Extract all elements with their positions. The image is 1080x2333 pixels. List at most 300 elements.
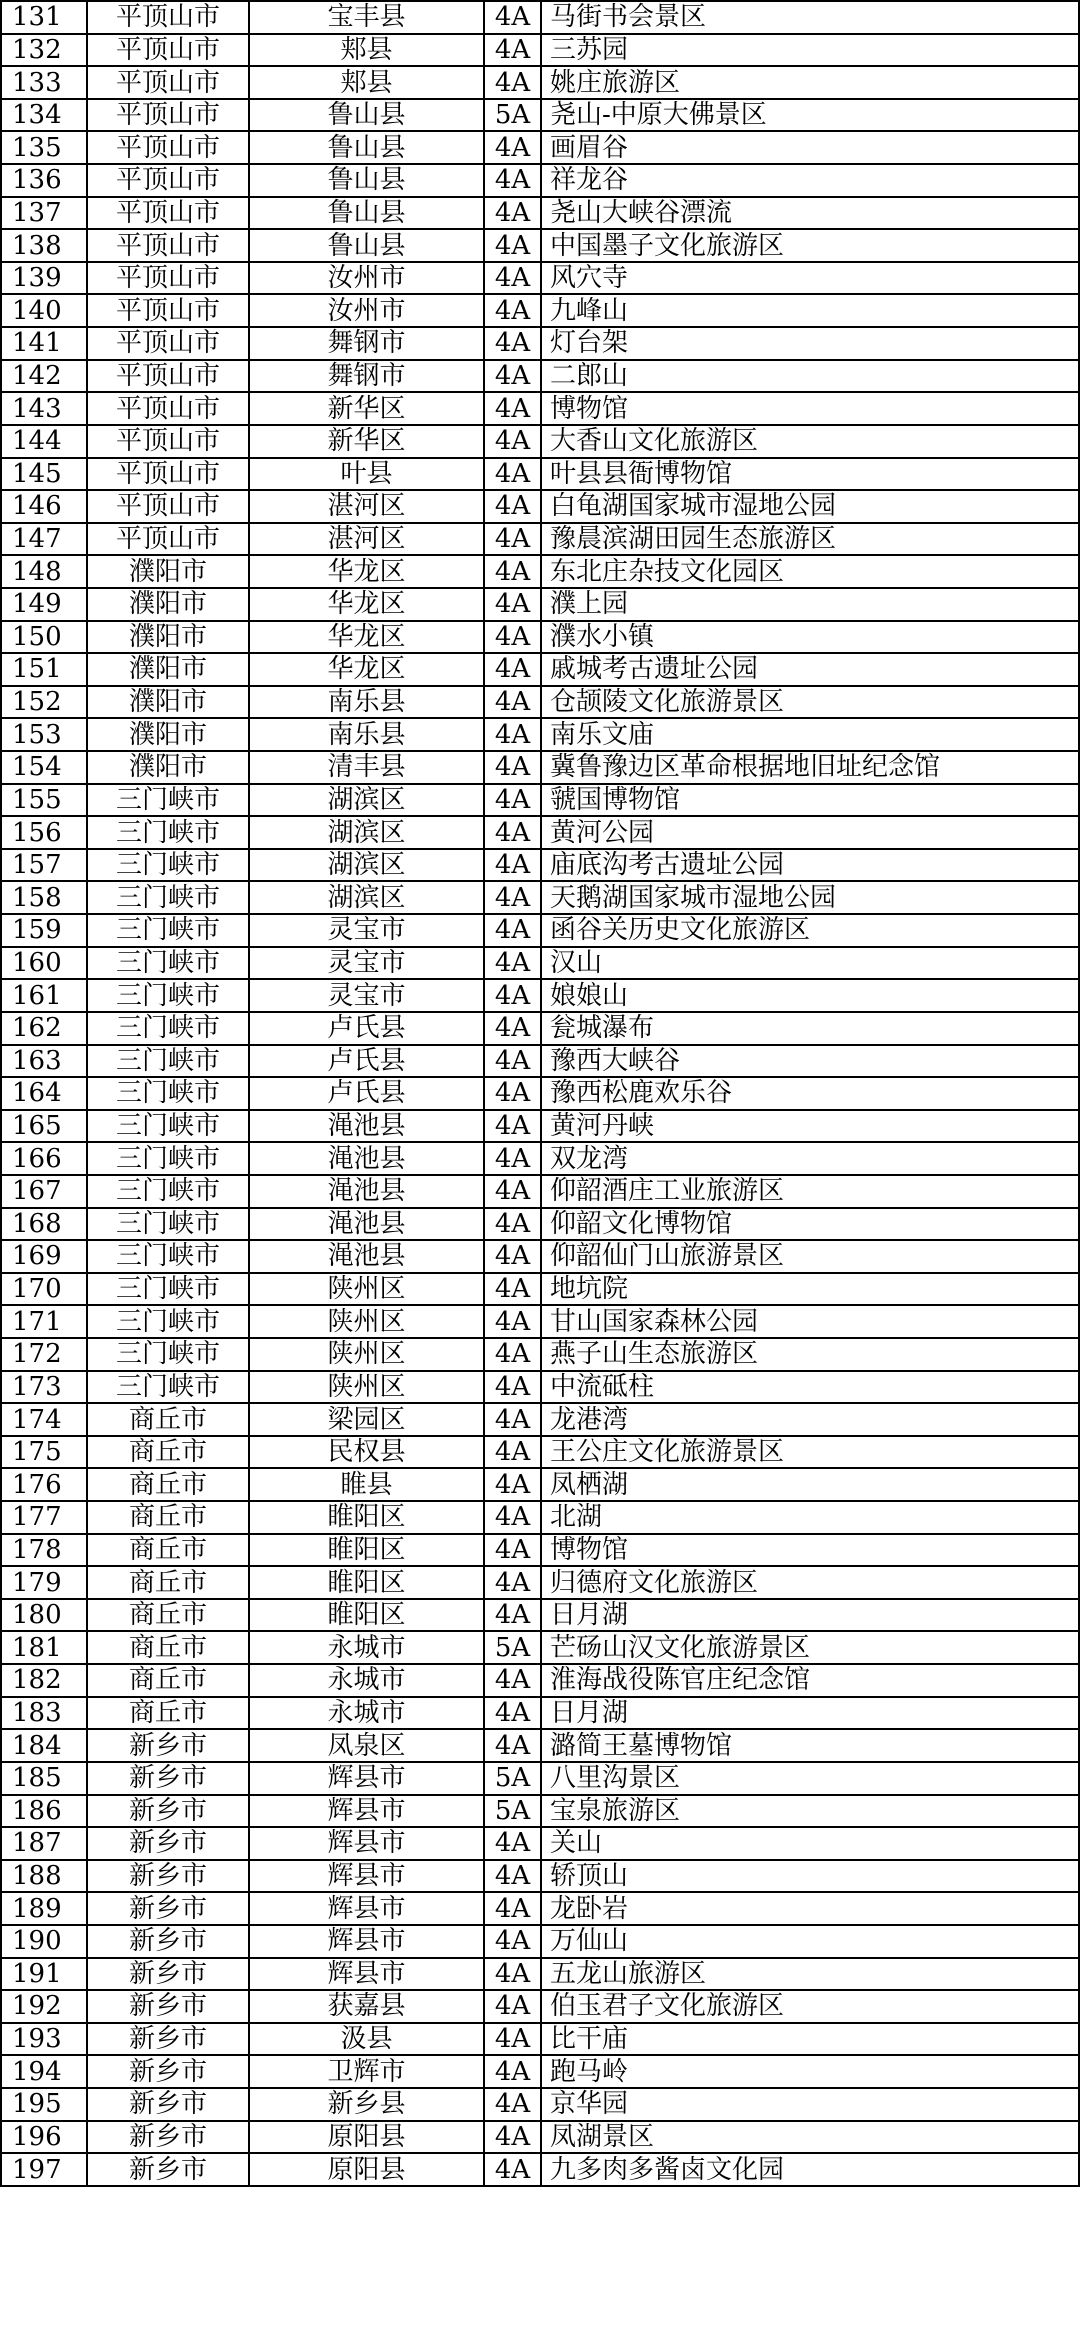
county-cell: 陕州区 [249, 1371, 484, 1404]
row-number-cell: 195 [1, 2088, 87, 2121]
scenic-spot-name-cell: 博物馆 [541, 392, 1079, 425]
county-cell: 清丰县 [249, 751, 484, 784]
rating-level-cell: 4A [484, 131, 541, 164]
county-cell: 辉县市 [249, 1860, 484, 1893]
scenic-spot-name-cell: 八里沟景区 [541, 1762, 1079, 1795]
city-cell: 三门峡市 [87, 1305, 249, 1338]
row-number-cell: 142 [1, 360, 87, 393]
city-cell: 三门峡市 [87, 1077, 249, 1110]
row-number-cell: 154 [1, 751, 87, 784]
county-cell: 鲁山县 [249, 131, 484, 164]
city-cell: 新乡市 [87, 1729, 249, 1762]
county-cell: 灵宝市 [249, 914, 484, 947]
row-number-cell: 181 [1, 1631, 87, 1664]
city-cell: 三门峡市 [87, 849, 249, 882]
scenic-spot-name-cell: 娘娘山 [541, 979, 1079, 1012]
city-cell: 平顶山市 [87, 99, 249, 132]
scenic-spot-name-cell: 姚庄旅游区 [541, 66, 1079, 99]
rating-level-cell: 4A [484, 1566, 541, 1599]
rating-level-cell: 4A [484, 2153, 541, 2186]
city-cell: 商丘市 [87, 1631, 249, 1664]
table-row [1, 1468, 1079, 1501]
county-cell: 汲县 [249, 2023, 484, 2056]
scenic-spot-name-cell: 瓮城瀑布 [541, 1012, 1079, 1045]
rating-level-cell: 4A [484, 1990, 541, 2023]
city-cell: 新乡市 [87, 1925, 249, 1958]
city-cell: 三门峡市 [87, 1110, 249, 1143]
county-cell: 原阳县 [249, 2121, 484, 2154]
city-cell: 三门峡市 [87, 816, 249, 849]
row-number-cell: 160 [1, 947, 87, 980]
county-cell: 卢氏县 [249, 1045, 484, 1078]
table-row [1, 1403, 1079, 1436]
rating-level-cell: 4A [484, 947, 541, 980]
table-row [1, 294, 1079, 327]
table-row [1, 1729, 1079, 1762]
scenic-spot-name-cell: 画眉谷 [541, 131, 1079, 164]
row-number-cell: 147 [1, 523, 87, 556]
scenic-spot-name-cell: 关山 [541, 1827, 1079, 1860]
rating-level-cell: 4A [484, 621, 541, 654]
county-cell: 辉县市 [249, 1958, 484, 1991]
scenic-spot-name-cell: 龙卧岩 [541, 1892, 1079, 1925]
row-number-cell: 133 [1, 66, 87, 99]
row-number-cell: 161 [1, 979, 87, 1012]
scenic-spot-name-cell: 叶县县衙博物馆 [541, 458, 1079, 491]
row-number-cell: 197 [1, 2153, 87, 2186]
county-cell: 辉县市 [249, 1762, 484, 1795]
county-cell: 陕州区 [249, 1273, 484, 1306]
scenic-spot-name-cell: 凤湖景区 [541, 2121, 1079, 2154]
table-row [1, 490, 1079, 523]
rating-level-cell: 4A [484, 164, 541, 197]
county-cell: 渑池县 [249, 1110, 484, 1143]
city-cell: 三门峡市 [87, 881, 249, 914]
scenic-spot-name-cell: 戚城考古遗址公园 [541, 653, 1079, 686]
row-number-cell: 173 [1, 1371, 87, 1404]
city-cell: 平顶山市 [87, 392, 249, 425]
row-number-cell: 162 [1, 1012, 87, 1045]
city-cell: 三门峡市 [87, 1045, 249, 1078]
county-cell: 华龙区 [249, 588, 484, 621]
table-row [1, 1208, 1079, 1241]
rating-level-cell: 4A [484, 1729, 541, 1762]
rating-level-cell: 5A [484, 1631, 541, 1664]
scenic-spot-name-cell: 庙底沟考古遗址公园 [541, 849, 1079, 882]
city-cell: 商丘市 [87, 1566, 249, 1599]
county-cell: 鲁山县 [249, 99, 484, 132]
scenic-spot-name-cell: 日月湖 [541, 1697, 1079, 1730]
scenic-spot-name-cell: 汉山 [541, 947, 1079, 980]
rating-level-cell: 4A [484, 653, 541, 686]
scenic-spot-name-cell: 伯玉君子文化旅游区 [541, 1990, 1079, 2023]
table-row [1, 523, 1079, 556]
rating-level-cell: 4A [484, 588, 541, 621]
county-cell: 南乐县 [249, 686, 484, 719]
row-number-cell: 174 [1, 1403, 87, 1436]
rating-level-cell: 4A [484, 360, 541, 393]
table-row [1, 718, 1079, 751]
row-number-cell: 184 [1, 1729, 87, 1762]
rating-level-cell: 4A [484, 66, 541, 99]
city-cell: 平顶山市 [87, 327, 249, 360]
county-cell: 汝州市 [249, 294, 484, 327]
scenic-spot-name-cell: 灯台架 [541, 327, 1079, 360]
rating-level-cell: 4A [484, 914, 541, 947]
city-cell: 平顶山市 [87, 294, 249, 327]
row-number-cell: 157 [1, 849, 87, 882]
city-cell: 新乡市 [87, 2153, 249, 2186]
city-cell: 三门峡市 [87, 1273, 249, 1306]
county-cell: 辉县市 [249, 1827, 484, 1860]
row-number-cell: 177 [1, 1501, 87, 1534]
city-cell: 三门峡市 [87, 914, 249, 947]
table-row [1, 99, 1079, 132]
table-body [1, 1, 1079, 2186]
table-row [1, 1827, 1079, 1860]
county-cell: 获嘉县 [249, 1990, 484, 2023]
city-cell: 三门峡市 [87, 979, 249, 1012]
table-row [1, 1, 1079, 34]
scenic-spot-name-cell: 黄河公园 [541, 816, 1079, 849]
row-number-cell: 170 [1, 1273, 87, 1306]
county-cell: 舞钢市 [249, 327, 484, 360]
scenic-spot-name-cell: 九多肉多酱卤文化园 [541, 2153, 1079, 2186]
row-number-cell: 148 [1, 555, 87, 588]
rating-level-cell: 4A [484, 1403, 541, 1436]
rating-level-cell: 4A [484, 1436, 541, 1469]
table-row [1, 229, 1079, 262]
city-cell: 濮阳市 [87, 751, 249, 784]
scenic-spot-name-cell: 仰韶文化博物馆 [541, 1208, 1079, 1241]
city-cell: 濮阳市 [87, 621, 249, 654]
city-cell: 商丘市 [87, 1599, 249, 1632]
scenic-spot-name-cell: 比干庙 [541, 2023, 1079, 2056]
scenic-spot-name-cell: 中流砥柱 [541, 1371, 1079, 1404]
city-cell: 平顶山市 [87, 164, 249, 197]
scenic-spot-name-cell: 中国墨子文化旅游区 [541, 229, 1079, 262]
rating-level-cell: 4A [484, 523, 541, 556]
rating-level-cell: 4A [484, 1599, 541, 1632]
row-number-cell: 180 [1, 1599, 87, 1632]
table-row [1, 947, 1079, 980]
rating-level-cell: 4A [484, 1958, 541, 1991]
row-number-cell: 186 [1, 1795, 87, 1828]
county-cell: 凤泉区 [249, 1729, 484, 1762]
county-cell: 汝州市 [249, 262, 484, 295]
city-cell: 三门峡市 [87, 1175, 249, 1208]
county-cell: 湖滨区 [249, 881, 484, 914]
table-row [1, 849, 1079, 882]
county-cell: 新华区 [249, 425, 484, 458]
scenic-spot-name-cell: 黄河丹峡 [541, 1110, 1079, 1143]
rating-level-cell: 4A [484, 2055, 541, 2088]
table-row [1, 881, 1079, 914]
row-number-cell: 158 [1, 881, 87, 914]
rating-level-cell: 4A [484, 816, 541, 849]
scenic-spot-name-cell: 尧山大峡谷漂流 [541, 197, 1079, 230]
city-cell: 新乡市 [87, 1762, 249, 1795]
city-cell: 三门峡市 [87, 1371, 249, 1404]
row-number-cell: 145 [1, 458, 87, 491]
county-cell: 新华区 [249, 392, 484, 425]
row-number-cell: 188 [1, 1860, 87, 1893]
county-cell: 陕州区 [249, 1338, 484, 1371]
county-cell: 原阳县 [249, 2153, 484, 2186]
county-cell: 睢县 [249, 1468, 484, 1501]
row-number-cell: 179 [1, 1566, 87, 1599]
rating-level-cell: 4A [484, 229, 541, 262]
county-cell: 湖滨区 [249, 784, 484, 817]
table-row [1, 1305, 1079, 1338]
table-row [1, 327, 1079, 360]
scenic-spot-name-cell: 仓颉陵文化旅游景区 [541, 686, 1079, 719]
table-row [1, 2153, 1079, 2186]
scenic-spot-name-cell: 东北庄杂技文化园区 [541, 555, 1079, 588]
scenic-spot-name-cell: 三苏园 [541, 34, 1079, 67]
county-cell: 辉县市 [249, 1795, 484, 1828]
city-cell: 商丘市 [87, 1534, 249, 1567]
rating-level-cell: 4A [484, 1273, 541, 1306]
county-cell: 叶县 [249, 458, 484, 491]
rating-level-cell: 4A [484, 1925, 541, 1958]
city-cell: 新乡市 [87, 1990, 249, 2023]
scenic-spot-name-cell: 天鹅湖国家城市湿地公园 [541, 881, 1079, 914]
table-row [1, 621, 1079, 654]
city-cell: 新乡市 [87, 1892, 249, 1925]
row-number-cell: 190 [1, 1925, 87, 1958]
county-cell: 华龙区 [249, 555, 484, 588]
table-row [1, 1240, 1079, 1273]
row-number-cell: 164 [1, 1077, 87, 1110]
row-number-cell: 149 [1, 588, 87, 621]
scenic-spot-name-cell: 白龟湖国家城市湿地公园 [541, 490, 1079, 523]
rating-level-cell: 4A [484, 197, 541, 230]
county-cell: 梁园区 [249, 1403, 484, 1436]
table-row [1, 1501, 1079, 1534]
scenic-spot-name-cell: 芒砀山汉文化旅游景区 [541, 1631, 1079, 1664]
table-row [1, 1371, 1079, 1404]
table-row [1, 197, 1079, 230]
rating-level-cell: 4A [484, 2023, 541, 2056]
row-number-cell: 150 [1, 621, 87, 654]
rating-level-cell: 4A [484, 392, 541, 425]
row-number-cell: 155 [1, 784, 87, 817]
city-cell: 商丘市 [87, 1436, 249, 1469]
row-number-cell: 172 [1, 1338, 87, 1371]
rating-level-cell: 4A [484, 1468, 541, 1501]
county-cell: 郏县 [249, 66, 484, 99]
row-number-cell: 185 [1, 1762, 87, 1795]
row-number-cell: 138 [1, 229, 87, 262]
table-row [1, 1175, 1079, 1208]
table-row [1, 1012, 1079, 1045]
county-cell: 卫辉市 [249, 2055, 484, 2088]
row-number-cell: 146 [1, 490, 87, 523]
county-cell: 永城市 [249, 1631, 484, 1664]
scenic-spot-name-cell: 虢国博物馆 [541, 784, 1079, 817]
table-row [1, 131, 1079, 164]
table-row [1, 1534, 1079, 1567]
table-row [1, 1110, 1079, 1143]
county-cell: 灵宝市 [249, 947, 484, 980]
table-row [1, 458, 1079, 491]
scenic-spot-name-cell: 濮上园 [541, 588, 1079, 621]
rating-level-cell: 4A [484, 1, 541, 34]
table-row [1, 1958, 1079, 1991]
city-cell: 新乡市 [87, 1860, 249, 1893]
city-cell: 新乡市 [87, 2088, 249, 2121]
scenic-spot-name-cell: 五龙山旅游区 [541, 1958, 1079, 1991]
county-cell: 华龙区 [249, 621, 484, 654]
scenic-spot-name-cell: 大香山文化旅游区 [541, 425, 1079, 458]
scenic-spot-name-cell: 燕子山生态旅游区 [541, 1338, 1079, 1371]
city-cell: 三门峡市 [87, 1142, 249, 1175]
scenic-spot-name-cell: 淮海战役陈官庄纪念馆 [541, 1664, 1079, 1697]
rating-level-cell: 4A [484, 1501, 541, 1534]
row-number-cell: 178 [1, 1534, 87, 1567]
row-number-cell: 166 [1, 1142, 87, 1175]
county-cell: 永城市 [249, 1664, 484, 1697]
city-cell: 新乡市 [87, 2055, 249, 2088]
table-row [1, 751, 1079, 784]
city-cell: 新乡市 [87, 1795, 249, 1828]
scenic-spot-name-cell: 轿顶山 [541, 1860, 1079, 1893]
table-row [1, 816, 1079, 849]
county-cell: 睢阳区 [249, 1599, 484, 1632]
county-cell: 华龙区 [249, 653, 484, 686]
table-row [1, 34, 1079, 67]
rating-level-cell: 4A [484, 751, 541, 784]
scenic-spot-name-cell: 万仙山 [541, 1925, 1079, 1958]
scenic-spot-name-cell: 潞简王墓博物馆 [541, 1729, 1079, 1762]
table-row [1, 653, 1079, 686]
table-row [1, 2023, 1079, 2056]
row-number-cell: 191 [1, 1958, 87, 1991]
scenic-spot-name-cell: 函谷关历史文化旅游区 [541, 914, 1079, 947]
city-cell: 新乡市 [87, 1827, 249, 1860]
table-row [1, 1273, 1079, 1306]
table-row [1, 262, 1079, 295]
county-cell: 鲁山县 [249, 229, 484, 262]
city-cell: 平顶山市 [87, 360, 249, 393]
rating-level-cell: 4A [484, 1827, 541, 1860]
table-row [1, 66, 1079, 99]
scenic-spot-name-cell: 风穴寺 [541, 262, 1079, 295]
county-cell: 渑池县 [249, 1142, 484, 1175]
rating-level-cell: 4A [484, 784, 541, 817]
rating-level-cell: 4A [484, 718, 541, 751]
county-cell: 湛河区 [249, 490, 484, 523]
city-cell: 平顶山市 [87, 425, 249, 458]
table-row [1, 1697, 1079, 1730]
county-cell: 睢阳区 [249, 1534, 484, 1567]
row-number-cell: 163 [1, 1045, 87, 1078]
scenic-spot-name-cell: 甘山国家森林公园 [541, 1305, 1079, 1338]
scenic-spot-name-cell: 归德府文化旅游区 [541, 1566, 1079, 1599]
county-cell: 郏县 [249, 34, 484, 67]
city-cell: 商丘市 [87, 1468, 249, 1501]
row-number-cell: 193 [1, 2023, 87, 2056]
city-cell: 濮阳市 [87, 718, 249, 751]
rating-level-cell: 4A [484, 1860, 541, 1893]
scenic-spot-name-cell: 日月湖 [541, 1599, 1079, 1632]
table-row [1, 1077, 1079, 1110]
county-cell: 卢氏县 [249, 1012, 484, 1045]
rating-level-cell: 4A [484, 1892, 541, 1925]
table-row [1, 1795, 1079, 1828]
row-number-cell: 132 [1, 34, 87, 67]
table-row [1, 784, 1079, 817]
city-cell: 商丘市 [87, 1403, 249, 1436]
city-cell: 平顶山市 [87, 490, 249, 523]
row-number-cell: 131 [1, 1, 87, 34]
county-cell: 睢阳区 [249, 1566, 484, 1599]
county-cell: 灵宝市 [249, 979, 484, 1012]
city-cell: 三门峡市 [87, 1012, 249, 1045]
rating-level-cell: 4A [484, 555, 541, 588]
row-number-cell: 134 [1, 99, 87, 132]
row-number-cell: 175 [1, 1436, 87, 1469]
rating-level-cell: 4A [484, 425, 541, 458]
scenic-spot-name-cell: 跑马岭 [541, 2055, 1079, 2088]
table-row [1, 555, 1079, 588]
city-cell: 三门峡市 [87, 1208, 249, 1241]
city-cell: 商丘市 [87, 1501, 249, 1534]
city-cell: 平顶山市 [87, 66, 249, 99]
rating-level-cell: 4A [484, 294, 541, 327]
table-row [1, 1338, 1079, 1371]
county-cell: 鲁山县 [249, 164, 484, 197]
rating-level-cell: 4A [484, 1338, 541, 1371]
county-cell: 辉县市 [249, 1892, 484, 1925]
city-cell: 三门峡市 [87, 947, 249, 980]
rating-level-cell: 4A [484, 262, 541, 295]
rating-level-cell: 4A [484, 1534, 541, 1567]
rating-level-cell: 4A [484, 1305, 541, 1338]
table-row [1, 914, 1079, 947]
scenic-spot-name-cell: 双龙湾 [541, 1142, 1079, 1175]
scenic-spot-name-cell: 豫晨滨湖田园生态旅游区 [541, 523, 1079, 556]
city-cell: 平顶山市 [87, 523, 249, 556]
row-number-cell: 140 [1, 294, 87, 327]
table-row [1, 1142, 1079, 1175]
county-cell: 永城市 [249, 1697, 484, 1730]
table-row [1, 2055, 1079, 2088]
table-row [1, 979, 1079, 1012]
city-cell: 新乡市 [87, 1958, 249, 1991]
county-cell: 卢氏县 [249, 1077, 484, 1110]
city-cell: 平顶山市 [87, 262, 249, 295]
row-number-cell: 159 [1, 914, 87, 947]
rating-level-cell: 4A [484, 1208, 541, 1241]
table-row [1, 1925, 1079, 1958]
rating-level-cell: 4A [484, 1371, 541, 1404]
city-cell: 三门峡市 [87, 1338, 249, 1371]
county-cell: 鲁山县 [249, 197, 484, 230]
scenic-spot-name-cell: 九峰山 [541, 294, 1079, 327]
row-number-cell: 194 [1, 2055, 87, 2088]
rating-level-cell: 4A [484, 490, 541, 523]
city-cell: 新乡市 [87, 2023, 249, 2056]
table-row [1, 1436, 1079, 1469]
table-row [1, 1990, 1079, 2023]
rating-level-cell: 4A [484, 327, 541, 360]
county-cell: 渑池县 [249, 1240, 484, 1273]
city-cell: 平顶山市 [87, 1, 249, 34]
table-row [1, 164, 1079, 197]
row-number-cell: 135 [1, 131, 87, 164]
